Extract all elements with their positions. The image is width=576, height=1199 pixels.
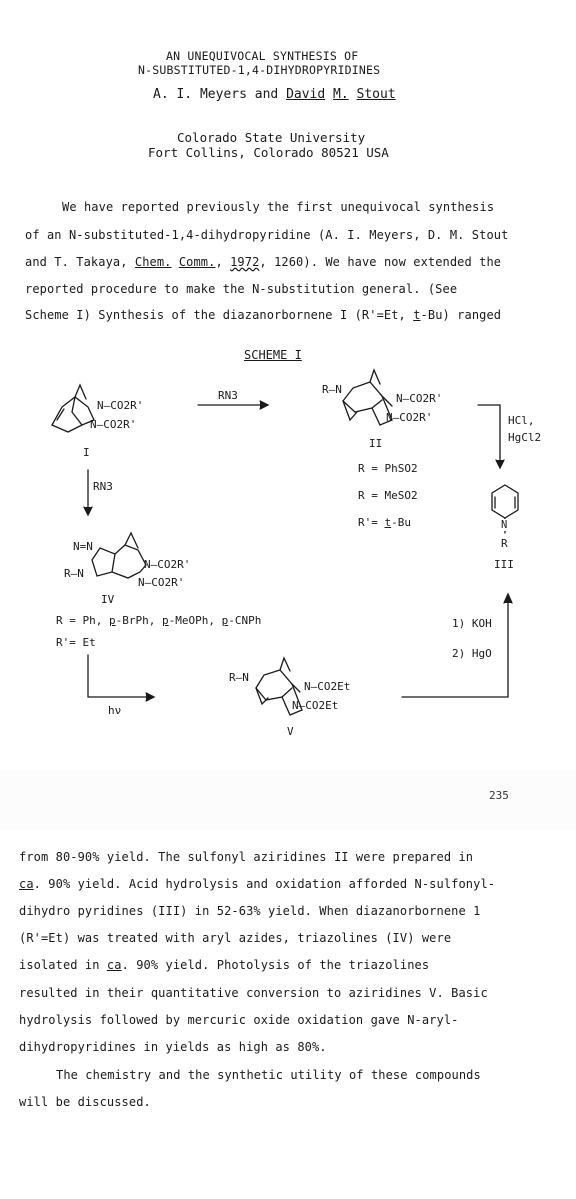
- cmpd-iii-r: R: [501, 537, 508, 550]
- para2-line-5-a: isolated in: [19, 958, 107, 972]
- cmpd-iv-sub-1: N—CO2R': [144, 558, 191, 571]
- hv-label: hν: [108, 704, 122, 717]
- para2-ca-2: ca: [106, 958, 122, 972]
- para1-line-1: We have reported previously the first unequivocal synthesis: [62, 200, 495, 214]
- arrowhead-down-hcl: [496, 460, 504, 468]
- cmpd-ii-r3: [358, 516, 411, 529]
- arrowhead-down-1: [84, 507, 92, 515]
- cmpd-v-sub-2: N—CO2Et: [292, 699, 339, 712]
- para2-line-4: (R'=Et) was treated with aryl azides, triazolines (IV) were: [19, 931, 452, 945]
- para1-line-2: of an N-substituted-1,4-dihydropyridine (A. I. Meyers, D. M. Stout: [25, 228, 509, 242]
- author-initial: M.: [333, 87, 349, 102]
- para3-line-1: The chemistry and the synthetic utility of these compounds: [56, 1068, 481, 1082]
- para2-line-2-b: . 90% yield. Acid hydrolysis and oxidation afforded N-sulfonyl-: [33, 877, 496, 891]
- cmpd-ii-r3-b: -Bu: [391, 516, 411, 529]
- step-2: 2) HgO: [452, 647, 492, 660]
- cmpd-ii-rn: R–N: [322, 383, 342, 396]
- cmpd-iv-p1: p: [108, 614, 116, 627]
- cmpd-iii-n: N: [501, 519, 508, 531]
- arrowhead-right-hv: [146, 693, 154, 701]
- arrow-down-label: RN3: [93, 480, 113, 493]
- para2-line-7: hydrolysis followed by mercuric oxide oxidation gave N-aryl-: [19, 1013, 459, 1027]
- cmpd-v-sub-1: N—CO2Et: [304, 680, 351, 693]
- cmpd-iv-label: IV: [101, 593, 115, 606]
- cmpd-i-sub-2: N—CO2R': [90, 418, 137, 431]
- para2-line-8: dihydropyridines in yields as high as 80%.: [19, 1040, 327, 1054]
- para2-line-6: resulted in their quantitative conversion to aziridines V. Basic: [19, 986, 488, 1000]
- arrowhead-right-1: [260, 401, 268, 409]
- cmpd-v-rn: R–N: [229, 671, 249, 684]
- para1-line-4: reported procedure to make the N-substitution general. (See: [25, 282, 458, 296]
- author-stout: Stout: [356, 87, 396, 102]
- scheme-title: SCHEME I: [244, 348, 302, 362]
- title-line-2: N-SUBSTITUTED-1,4-DIHYDROPYRIDINES: [138, 63, 381, 77]
- cmpd-ii-sub-2: N—CO2R': [386, 411, 433, 424]
- para2-line-1: from 80-90% yield. The sulfonyl aziridines II were prepared in: [19, 850, 474, 864]
- para2-line-2: [19, 877, 495, 891]
- title-line-1: AN UNEQUIVOCAL SYNTHESIS OF: [166, 49, 359, 63]
- cmpd-ii-label: II: [369, 437, 383, 450]
- cmpd-iv-r-d: -CNPh: [228, 614, 262, 627]
- author-david: David: [286, 87, 326, 102]
- affiliation-line-1: Colorado State University: [177, 130, 366, 145]
- cmpd-iv-nn: N=N: [73, 540, 93, 553]
- step-1: 1) KOH: [452, 617, 492, 630]
- affiliation-line-2: Fort Collins, Colorado 80521 USA: [148, 145, 389, 160]
- arrow-hcl-down: [478, 405, 500, 465]
- para1-line-3-b: , 1260). We have now extended the: [259, 255, 502, 269]
- compound-i-structure: [52, 385, 94, 432]
- cmpd-ii-r3-a: R'=: [358, 516, 385, 529]
- para2-line-3: dihydro pyridines (III) in 52-63% yield. When diazanorbornene 1: [19, 904, 481, 918]
- para1-line-5-a: Scheme I) Synthesis of the diazanorbornene I (R'=Et,: [25, 308, 414, 322]
- para2-line-5: [19, 958, 429, 972]
- arrow-hv: [88, 655, 150, 697]
- cmpd-iv-r2: R'= Et: [56, 636, 96, 649]
- para3-line-2: will be discussed.: [19, 1095, 151, 1109]
- compound-iv-structure: [92, 533, 146, 578]
- para1-line-5-b: -Bu) ranged: [420, 308, 502, 322]
- journal-chem: Chem.: [134, 255, 172, 269]
- cmpd-iv-r-c: -MeOPh,: [168, 614, 222, 627]
- cmpd-v-label: V: [287, 725, 294, 738]
- cmpd-iv-sub-2: N—CO2R': [138, 576, 185, 589]
- para1-line-3-a: and T. Takaya,: [25, 255, 135, 269]
- tert-prefix: t: [413, 308, 421, 322]
- cmpd-iv-p3: p: [221, 614, 229, 627]
- cmpd-iv-r-b: -BrPh,: [115, 614, 162, 627]
- cmpd-i-label: I: [83, 446, 90, 459]
- cmpd-ii-r2: R = MeSO2: [358, 489, 418, 502]
- compound-ii-structure: [343, 370, 392, 425]
- arrowhead-up: [504, 594, 512, 603]
- hcl-line-1: HCl,: [508, 414, 535, 427]
- para2-line-5-b: . 90% yield. Photolysis of the triazolines: [121, 958, 430, 972]
- cmpd-ii-r3-t: t: [384, 516, 392, 529]
- cmpd-iv-r-a: R = Ph,: [56, 614, 109, 627]
- cmpd-ii-sub-1: N—CO2R': [396, 392, 443, 405]
- cmpd-iv-r-line: [56, 614, 261, 627]
- journal-comm: Comm.: [178, 255, 216, 269]
- cmpd-iv-rn: R–N: [64, 567, 84, 580]
- page-number: 235: [489, 789, 509, 802]
- para1-line-3-comma: ,: [215, 255, 231, 269]
- journal-year: 1972: [230, 255, 260, 269]
- author-meyers: A. I. Meyers and: [153, 87, 287, 102]
- cmpd-iv-p2: p: [161, 614, 169, 627]
- para2-ca-1: ca: [19, 877, 34, 891]
- arrow-1-label: RN3: [218, 389, 238, 402]
- cmpd-i-sub-1: N—CO2R': [97, 399, 144, 412]
- cmpd-iii-label: III: [494, 558, 514, 571]
- cmpd-ii-r1: R = PhSO2: [358, 462, 418, 475]
- hcl-line-2: HgCl2: [508, 431, 542, 444]
